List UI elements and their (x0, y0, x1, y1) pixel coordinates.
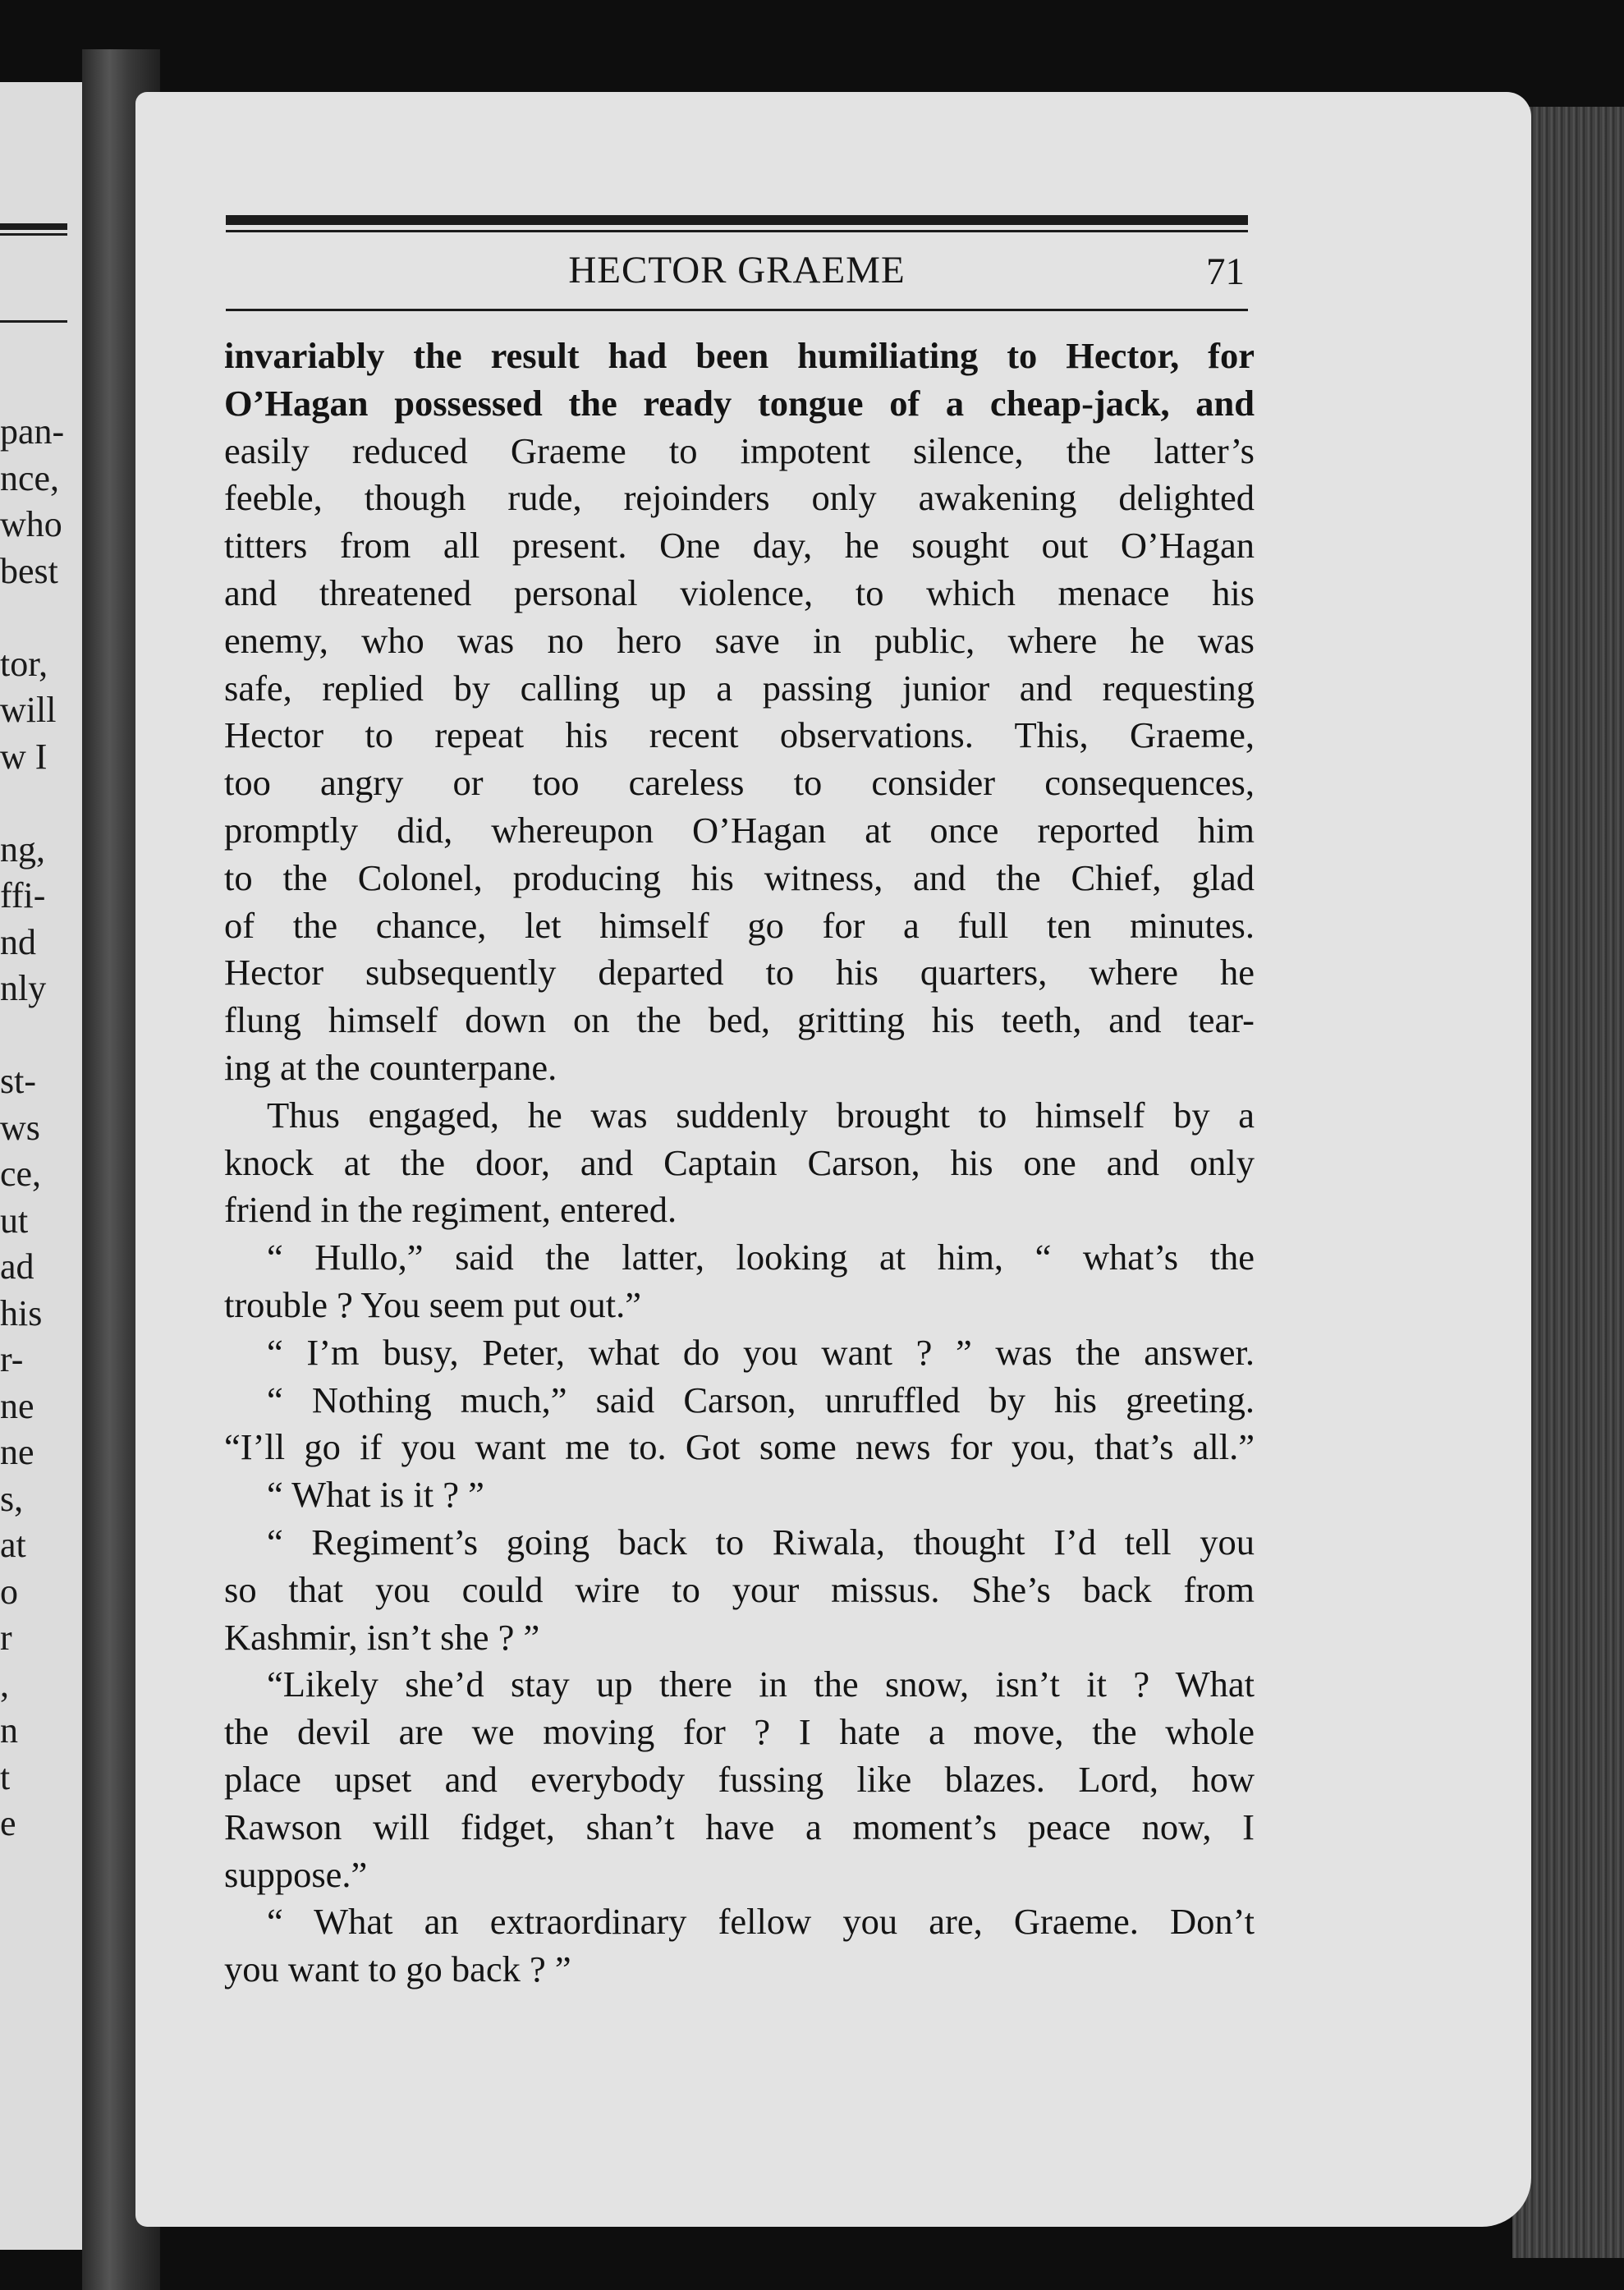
facing-page-fragment (0, 780, 90, 827)
facing-page-fragment: o (0, 1571, 18, 1612)
text-line: “ I’m busy, Peter, what do you want ? ” was the answer. (267, 1331, 1255, 1373)
text-line: you want to go back ? ” (224, 1948, 571, 1990)
facing-page-fragment: at (0, 1525, 26, 1565)
text-line: feeble, though rude, rejoinders only awakening delighted (224, 477, 1255, 519)
text-line: Thus engaged, he was suddenly brought to himself by a (267, 1094, 1255, 1136)
facing-page-fragment: s, (0, 1478, 24, 1519)
text-line: O’Hagan possessed the ready tongue of a cheap-jack, and (224, 382, 1255, 424)
text-line: “ Nothing much,” said Carson, unruffled by his greeting. (267, 1379, 1255, 1420)
facing-page-fragment: ne (0, 1385, 34, 1426)
facing-page-fragment: r- (0, 1339, 24, 1379)
text-line: “I’ll go if you want me to. Got some news for you, that’s all.” (224, 1426, 1255, 1468)
facing-page-fragment: ng, (0, 828, 45, 870)
facing-page-fragment: pan- (0, 411, 65, 452)
facing-page-fragment: nly (0, 968, 47, 1008)
text-line: invariably the result had been humiliating to Hector, for (224, 335, 1255, 376)
facing-page-fragment: r (0, 1618, 12, 1658)
facing-page-fragment: st- (0, 1061, 36, 1101)
text-line: friend in the regiment, entered. (224, 1189, 677, 1231)
facing-page-fragment: , (0, 1664, 9, 1705)
text-line: promptly did, whereupon O’Hagan at once reported him (224, 809, 1255, 851)
facing-page-fragment: ce, (0, 1154, 42, 1194)
text-line: ing at the counterpane. (224, 1046, 557, 1088)
text-line: enemy, who was no hero save in public, where he was (224, 619, 1255, 661)
header-rule-thick (226, 215, 1248, 225)
facing-page-fragment (0, 1012, 90, 1059)
running-head (226, 248, 1248, 299)
facing-page-rule-under (0, 320, 67, 323)
text-line: “Likely she’d stay up there in the snow, isn’t it ? What (267, 1664, 1255, 1705)
facing-page-fragment: nce, (0, 457, 60, 498)
facing-page-text-fragments (0, 409, 90, 1847)
text-line: safe, replied by calling up a passing junior and requesting (224, 667, 1255, 709)
text-line: “ Hullo,” said the latter, looking at him, “ what’s the (267, 1237, 1255, 1278)
text-line: so that you could wire to your missus. She’s back from (224, 1568, 1255, 1610)
facing-page-fragment: ffi- (0, 875, 46, 916)
header-rule-under (226, 309, 1248, 311)
facing-page-fragment: nd (0, 921, 36, 962)
text-line: knock at the door, and Captain Carson, his one and only (224, 1141, 1255, 1183)
header-rule-thin (226, 230, 1248, 232)
facing-page-fragment: ws (0, 1107, 40, 1148)
text-line: Rawson will fidget, shan’t have a moment’s peace now, I (224, 1806, 1255, 1847)
facing-page-fragment: n (0, 1710, 18, 1751)
facing-page-fragment: ad (0, 1246, 34, 1287)
body-text (224, 333, 1255, 1994)
facing-page-fragment: best (0, 550, 58, 591)
text-line: titters from all present. One day, he sought out O’Hagan (224, 525, 1255, 567)
text-line: Kashmir, isn’t she ? ” (224, 1616, 540, 1658)
text-line: suppose.” (224, 1853, 368, 1895)
text-line: and threatened personal violence, to which menace his (224, 571, 1255, 613)
facing-page-fragment: his (0, 1292, 43, 1333)
facing-page-fragment: ne (0, 1432, 34, 1472)
text-line: of the chance, let himself go for a full ten minutes. (224, 904, 1255, 946)
facing-page-fragment: will (0, 690, 57, 730)
facing-page-fragment: tor, (0, 643, 48, 684)
text-line: to the Colonel, producing his witness, and the Chief, glad (224, 856, 1255, 898)
facing-page-fragment: t (0, 1756, 11, 1797)
facing-page-fragment: who (0, 504, 62, 544)
facing-page-rule-thin (0, 233, 67, 236)
text-line: “ Regiment’s going back to Riwala, thought I’d tell you (267, 1521, 1255, 1563)
text-line: easily reduced Graeme to impotent silence, the latter’s (224, 429, 1255, 471)
text-line: “ What is it ? ” (267, 1474, 484, 1516)
facing-page-fragment: e (0, 1803, 16, 1843)
page-number: 71 (1206, 250, 1245, 293)
text-line: “ What an extraordinary fellow you are, Graeme. Don’t (267, 1901, 1255, 1943)
facing-page-fragment: ut (0, 1200, 29, 1241)
text-line: place upset and everybody fussing like blazes. Lord, how (224, 1758, 1255, 1800)
facing-page-fragment (0, 594, 90, 641)
facing-page-rule (0, 223, 67, 230)
running-head-title: HECTOR GRAEME (568, 249, 906, 291)
text-line: flung himself down on the bed, gritting his teeth, and tear- (224, 999, 1255, 1041)
text-line: Hector subsequently departed to his quarters, where he (224, 952, 1255, 994)
text-line: too angry or too careless to consider consequences, (224, 762, 1255, 804)
text-line: trouble ? You seem put out.” (224, 1283, 641, 1325)
text-line: the devil are we moving for ? I hate a move, the whole (224, 1711, 1255, 1753)
facing-page-fragment: w I (0, 736, 48, 777)
text-line: Hector to repeat his recent observations. This, Graeme, (224, 714, 1255, 756)
